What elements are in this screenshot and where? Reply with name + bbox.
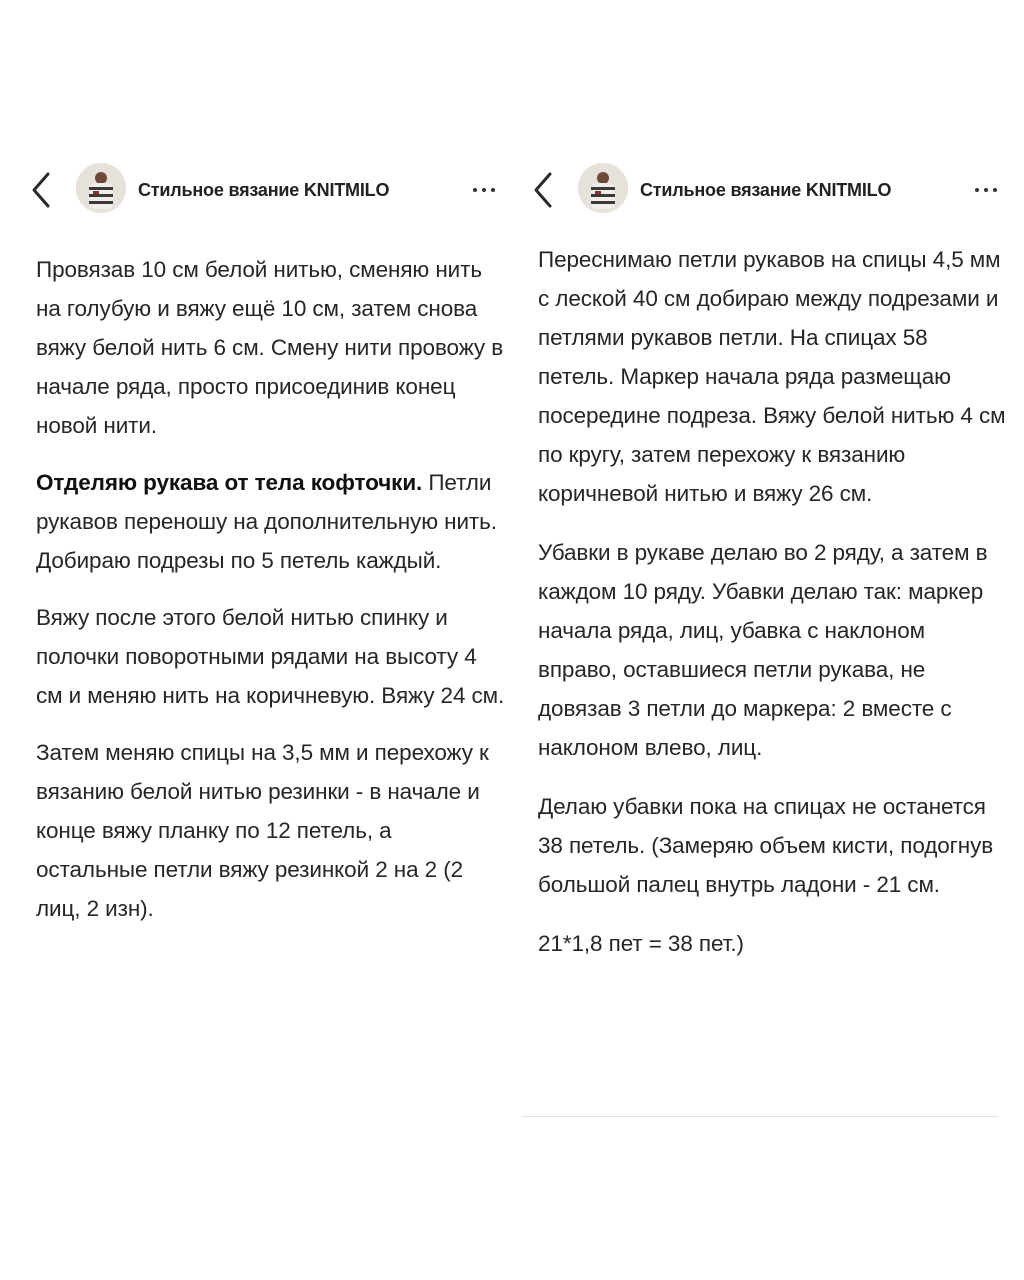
more-options-button[interactable] <box>972 176 1000 200</box>
paragraph-text: Затем меняю спицы на 3,5 мм и перехожу к вязанию белой нитью резинки - в начале и конце вяжу планку по 12 петель, а остальные петли вяжу резинкой 2 на 2 (2 лиц, 2 изн). <box>36 740 489 921</box>
post-header <box>528 150 1008 230</box>
back-button[interactable] <box>530 170 556 210</box>
paragraph <box>36 463 506 580</box>
left-post-panel <box>26 150 506 946</box>
paragraph <box>36 733 506 928</box>
section-heading: Отделяю рукава от тела кофточки. <box>36 470 423 495</box>
post-header <box>26 150 506 230</box>
paragraph-text: Переснимаю петли рукавов на спицы 4,5 мм с леской 40 см добираю между подрезами и петлями рукавов петли. На спицах 58 петель. Маркер начала ряда размещаю посередине подреза. Вяжу белой нитью 4 см по кругу, затем перехожу к вязанию коричневой нитью и вяжу 26 см. <box>538 247 1006 506</box>
channel-name[interactable]: Стильное вязание KNITMILO <box>640 180 892 200</box>
back-button[interactable] <box>28 170 54 210</box>
paragraph-text: Вяжу после этого белой нитью спинку и полочки поворотными рядами на высоту 4 см и меняю нить на коричневую. Вяжу 24 см. <box>36 605 505 708</box>
post-text <box>26 250 506 928</box>
paragraph <box>538 787 1008 904</box>
paragraph-text: Делаю убавки пока на спицах не останется 38 петель. (Замеряю объем кисти, подогнув большой палец внутрь ладони - 21 см. <box>538 794 994 897</box>
paragraph-text: Убавки в рукаве делаю во 2 ряду, а затем в каждом 10 ряду. Убавки делаю так: маркер начала ряда, лиц, убавка с наклоном вправо, оставшиеся петли рукава, не довязав 3 петли до маркера: 2 вместе с наклоном влево, лиц. <box>538 540 988 760</box>
divider <box>522 1116 998 1117</box>
paragraph <box>538 924 1008 963</box>
paragraph-text: Провязав 10 см белой нитью, сменяю нить на голубую и вяжу ещё 10 см, затем снова вяжу белой нить 6 см. Смену нити провожу в начале ряда, просто присоединив конец новой нити. <box>36 257 504 438</box>
ellipsis-icon <box>470 176 498 200</box>
channel-avatar[interactable] <box>76 163 126 213</box>
paragraph <box>538 533 1008 767</box>
paragraph-text: 21*1,8 пет = 38 пет.) <box>538 931 744 956</box>
avatar-image <box>76 163 126 213</box>
post-text <box>528 240 1008 963</box>
paragraph <box>538 240 1008 513</box>
paragraph-text: Петли рукавов переношу на дополнительную нить. Добираю подрезы по 5 петель каждый. <box>36 470 497 573</box>
chevron-left-icon <box>28 170 54 210</box>
right-post-panel <box>528 150 1008 983</box>
ellipsis-icon <box>972 176 1000 200</box>
channel-name[interactable]: Стильное вязание KNITMILO <box>138 180 390 200</box>
paragraph <box>36 250 506 445</box>
avatar-image <box>578 163 628 213</box>
chevron-left-icon <box>530 170 556 210</box>
paragraph <box>36 598 506 715</box>
channel-avatar[interactable] <box>578 163 628 213</box>
more-options-button[interactable] <box>470 176 498 200</box>
